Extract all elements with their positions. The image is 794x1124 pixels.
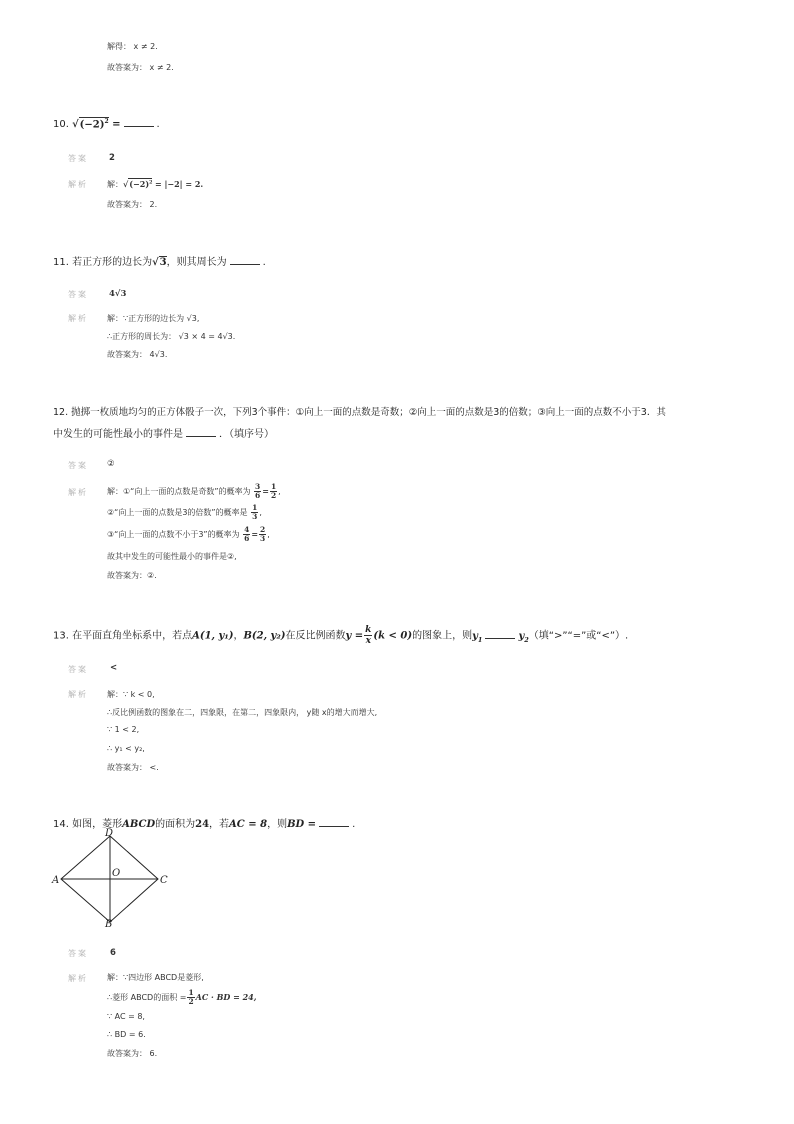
solution-line: 解得： x ≠ 2.	[107, 42, 158, 51]
answer-label: 答案	[68, 461, 88, 470]
question-14: 14. 如图，菱形ABCD的面积为24，若AC = 8，则BD = .	[53, 815, 355, 830]
solution-line: 故答案为： 2.	[107, 200, 158, 209]
analysis-label: 解析	[68, 180, 88, 189]
solution-line: 解：∵正方形的边长为 √3,	[107, 314, 200, 323]
solution-line: ②“向上一面的点数是3的倍数”的概率是 $\frac{1}{3}$ ,	[107, 503, 262, 521]
answer-blank	[230, 254, 260, 265]
solution-line: 解：∵四边形 ABCD是菱形,	[107, 973, 204, 982]
answer-label: 答案	[68, 665, 88, 674]
analysis-label: 解析	[68, 314, 88, 323]
solution-line: 故答案为： <.	[107, 763, 159, 772]
label-c: C	[160, 875, 168, 886]
answer-value: 6	[110, 948, 116, 958]
math-expression: $√(-2)^2$ =	[72, 117, 121, 130]
solution-line: 故其中发生的可能性最小的事件是②,	[107, 552, 237, 561]
solution-line: 故答案为：②.	[107, 571, 157, 580]
solution-line: 解：$√(-2)^2 = |-2| = 2$.	[107, 179, 204, 189]
label-d: D	[105, 828, 114, 839]
solution-line: 故答案为： 6.	[107, 1049, 158, 1058]
answer-value: 2	[109, 153, 115, 163]
question-11: 11. 若正方形的边长为√3，则其周长为 .	[53, 253, 266, 268]
solution-line: ③“向上一面的点数不小于3”的概率为 $\frac{4}{6}$ = $\frac{2}{3}$ ,	[107, 525, 270, 543]
label-a: A	[52, 875, 60, 886]
solution-line: ∵ 1 < 2,	[107, 725, 140, 734]
question-12: 12. 抛掷一枚质地均匀的正方体骰子一次，下列3个事件：①向上一面的点数是奇数；②向上一面的点数是3的倍数；③向上一面的点数不小于3．其	[53, 407, 666, 418]
question-12-line2: 中发生的可能性最小的事件是 ．（填序号）	[53, 425, 274, 440]
solution-line: 故答案为： x ≠ 2.	[107, 63, 174, 72]
solution-line: ∴ y₁ < y₂,	[107, 744, 145, 753]
solution-line: 解：①“向上一面的点数是奇数”的概率为 $\frac{3}{6}$ = $\frac{1}{2}$ ,	[107, 482, 281, 500]
solution-line: ∴ BD = 6.	[107, 1030, 146, 1039]
label-b: B	[105, 919, 113, 928]
solution-line: ∴正方形的周长为： √3 × 4 = 4√3.	[107, 332, 236, 341]
answer-value: 4√3	[109, 289, 127, 299]
solution-line: ∴菱形 ABCD的面积 = $\frac{1}{2}$ AC · BD = 24,	[107, 988, 257, 1006]
answer-blank	[319, 816, 349, 827]
answer-label: 答案	[68, 949, 88, 958]
answer-blank	[124, 116, 154, 127]
answer-label: 答案	[68, 154, 88, 163]
solution-line: ∴反比例函数的图象在二，四象限，在第二，四象限内， y随 x的增大而增大,	[107, 708, 378, 717]
analysis-label: 解析	[68, 488, 88, 497]
answer-blank	[485, 628, 515, 639]
answer-value: ②	[107, 459, 115, 469]
answer-value: <	[110, 663, 118, 673]
rhombus-figure	[50, 828, 175, 928]
label-o: O	[112, 868, 121, 879]
analysis-label: 解析	[68, 974, 88, 983]
analysis-label: 解析	[68, 690, 88, 699]
solution-line: 解：∵ k < 0,	[107, 690, 155, 699]
answer-label: 答案	[68, 290, 88, 299]
question-13: 13. 在平面直角坐标系中，若点A(1, y₁)，B(2, y₂)在反比例函数y = $\frac{k}{x}$ (k < 0)的图象上，则$y_1$ $y_2$（填“>”“=”或“<”）.	[53, 625, 629, 646]
question-10: 10. $√(-2)^2$ = .	[53, 117, 160, 130]
solution-line: ∵ AC = 8,	[107, 1012, 145, 1021]
answer-blank	[186, 426, 216, 437]
solution-line: 故答案为： 4√3.	[107, 350, 168, 359]
question-number: 10.	[53, 119, 69, 130]
